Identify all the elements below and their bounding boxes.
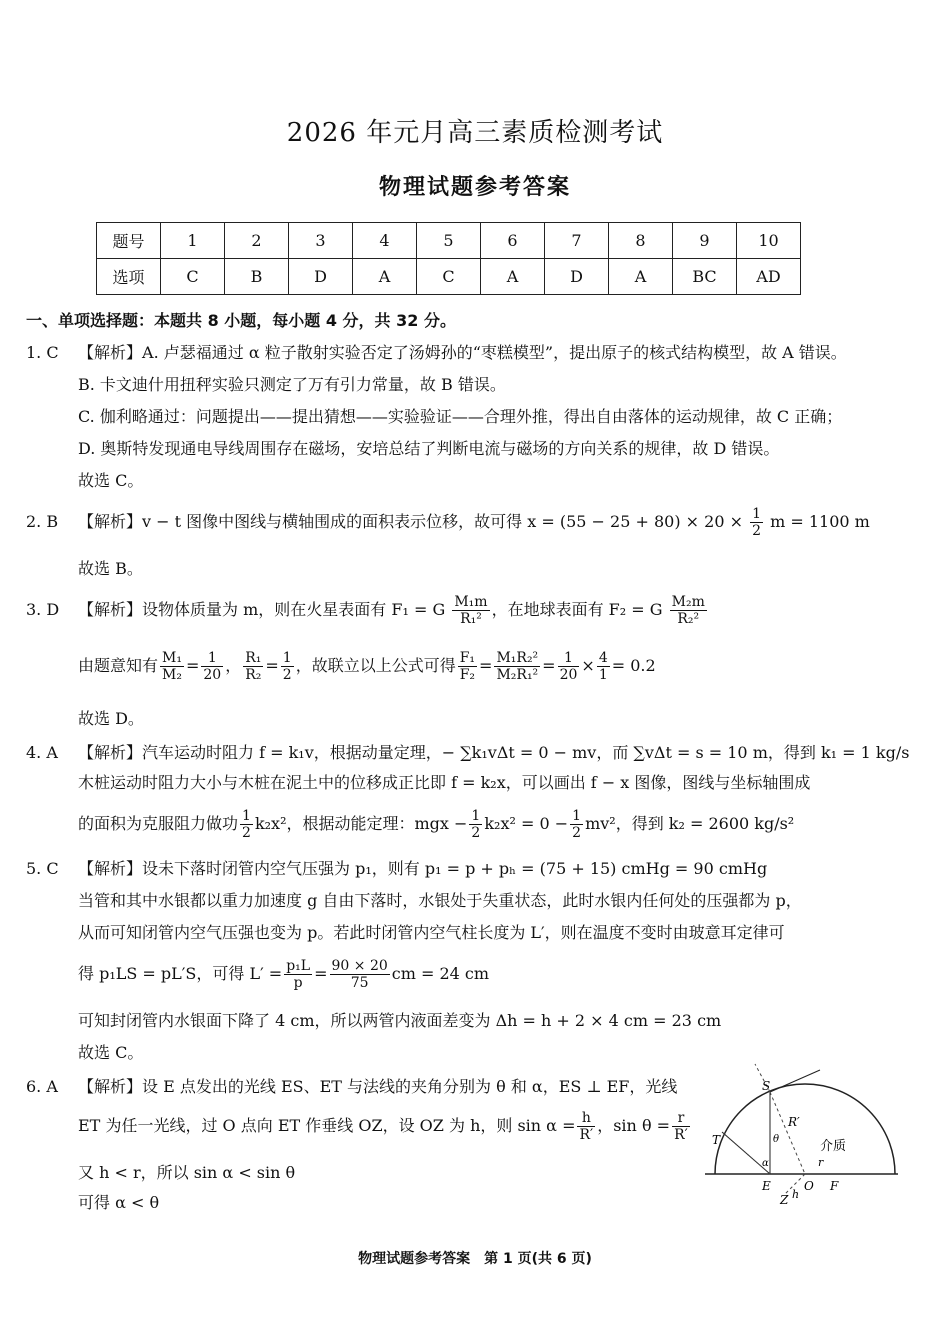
solution-text: 设 E 点发出的光线 ES、ET 与法线的夹角分别为 θ 和 α，ES ⊥ EF，光线	[142, 1077, 678, 1096]
label-medium: 介质	[820, 1139, 847, 1154]
solution-text: 由题意知有	[78, 656, 159, 675]
question-3	[26, 594, 709, 627]
denominator: R′	[579, 1127, 594, 1143]
numerator: 1	[558, 650, 580, 667]
solution-conclusion: 故选 D。	[78, 709, 144, 728]
label-alpha: α	[762, 1158, 769, 1169]
table-cell: C	[417, 259, 481, 295]
fraction	[284, 958, 312, 991]
table-cell: D	[289, 259, 353, 295]
fraction	[201, 650, 223, 683]
fraction	[750, 506, 763, 539]
table-cell: 7	[545, 223, 609, 259]
table-cell: 2	[225, 223, 289, 259]
question-5	[26, 856, 767, 879]
optics-diagram	[700, 1062, 900, 1212]
label-t: T	[712, 1133, 721, 1147]
label-e: E	[762, 1179, 771, 1193]
solution-conclusion: 故选 B。	[78, 559, 143, 578]
equals-sign: =	[479, 656, 493, 675]
equals-sign: =	[542, 656, 556, 675]
solution-text: 汽车运动时阻力 f = k₁v，根据动量定理，− ∑k₁vΔt = 0 − mv，而 ∑vΔt = s = 10 m，得到 k₁ = 1 kg/s	[142, 743, 910, 762]
numerator: M₁	[162, 650, 182, 666]
solution-line: 又 h < r，所以 sin α < sin θ	[78, 1163, 296, 1182]
question-number: 3. D	[26, 600, 60, 619]
question-number: 4. A	[26, 743, 58, 762]
row-label-answer: 选项	[97, 259, 161, 295]
solution-formula-line	[78, 808, 794, 841]
label-theta: θ	[773, 1134, 780, 1145]
table-cell: 1	[161, 223, 225, 259]
equals-sign: =	[314, 964, 328, 983]
denominator: 2	[242, 825, 251, 841]
denominator: R′	[674, 1127, 688, 1143]
question-6	[26, 1074, 677, 1097]
semicircle-medium	[715, 1084, 895, 1174]
numerator: M₂m	[671, 594, 705, 610]
denominator: R₂	[245, 667, 262, 683]
solution-text: 设未下落时闭管内空气压强为 p₁，则有 p₁ = p + pₕ = (75 + 15) cmHg = 90 cmHg	[142, 859, 768, 878]
numerator: r	[672, 1110, 690, 1127]
denominator: M₂	[162, 667, 182, 683]
table-cell: 6	[481, 223, 545, 259]
table-cell: 4	[353, 223, 417, 259]
fraction	[494, 650, 540, 683]
solution-text: k₂x²，根据动能定理：mgx −	[254, 814, 468, 833]
fraction	[469, 808, 482, 841]
fraction	[597, 650, 610, 683]
numerator: M₁R₂²	[496, 650, 539, 666]
table-cell: A	[353, 259, 417, 295]
fraction	[160, 650, 184, 683]
table-cell: 9	[673, 223, 737, 259]
solution-text: ，故联立以上公式可得	[295, 656, 456, 675]
solution-text: k₂x² = 0 −	[484, 814, 569, 833]
analysis-tag: 【解析】	[78, 343, 143, 362]
solution-line: A. 卢瑟福通过 α 粒子散射实验否定了汤姆孙的“枣糕模型”，提出原子的核式结构模型，故 A 错误。	[142, 343, 847, 362]
question-1	[26, 340, 847, 363]
times-sign: ×	[581, 656, 595, 675]
denominator: R₁²	[460, 611, 482, 627]
solution-line: 可得 α < θ	[78, 1193, 160, 1212]
fraction	[670, 594, 707, 627]
denominator: 20	[203, 667, 222, 683]
answer-table	[96, 222, 801, 295]
solution-line: C. 伽利略通过：问题提出——提出猜想——实验验证——合理外推，得出自由落体的运动规律，故 C 正确；	[78, 407, 843, 426]
exam-title: 2026 年元月高三素质检测考试	[286, 118, 664, 148]
label-s: S	[762, 1079, 771, 1093]
separator: ，	[225, 656, 242, 675]
denominator: 2	[752, 523, 762, 539]
numerator: M₁m	[454, 594, 488, 610]
solution-text: mv²，得到 k₂ = 2600 kg/s²	[585, 814, 795, 833]
row-label-number: 题号	[97, 223, 161, 259]
radius-line	[770, 1092, 805, 1174]
numerator: h	[577, 1110, 595, 1127]
solution-text: ，在地球表面有 F₂ = G	[491, 600, 663, 619]
page-subtitle: 物理试题参考答案	[378, 175, 571, 200]
label-z: Z	[780, 1193, 789, 1207]
solution-text: 得 p₁LS = pL′S，可得 L′ =	[78, 964, 283, 983]
numerator: p₁L	[286, 958, 311, 974]
denominator: F₂	[459, 667, 476, 683]
table-row-numbers	[97, 223, 801, 259]
analysis-tag: 【解析】	[78, 859, 143, 878]
analysis-tag: 【解析】	[78, 743, 143, 762]
denominator: 1	[598, 667, 608, 683]
question-number: 1. C	[26, 343, 59, 362]
solution-text: ，sin θ =	[597, 1116, 671, 1135]
fraction	[452, 594, 489, 627]
denominator: p	[293, 975, 303, 991]
label-h: h	[792, 1188, 800, 1201]
equals-sign: =	[185, 656, 200, 675]
analysis-tag: 【解析】	[78, 1077, 143, 1096]
solution-text: m = 1100 m	[770, 512, 870, 531]
numerator: 1	[282, 650, 292, 666]
equals-sign: =	[265, 656, 279, 675]
solution-text: cm = 24 cm	[391, 964, 490, 983]
question-4	[26, 740, 909, 763]
solution-line: 可知封闭管内水银面下降了 4 cm，所以两管内液面差变为 Δh = h + 2 × 4 cm = 23 cm	[78, 1011, 722, 1030]
section-heading: 一、单项选择题：本题共 8 小题，每小题 4 分，共 32 分。	[26, 311, 456, 330]
denominator: 2	[572, 825, 582, 841]
solution-conclusion: 故选 C。	[78, 471, 144, 490]
analysis-tag: 【解析】	[78, 600, 143, 619]
solution-formula-line	[78, 1110, 692, 1143]
solution-formula-line	[78, 958, 489, 991]
table-cell: B	[225, 259, 289, 295]
denominator: 2	[282, 667, 292, 683]
fraction	[240, 808, 253, 841]
denominator: 20	[559, 667, 578, 683]
solution-text: ET 为任一光线，过 O 点向 ET 作垂线 OZ，设 OZ 为 h，则 sin α =	[78, 1116, 576, 1135]
numerator: 1	[572, 808, 582, 824]
numerator: 1	[201, 650, 223, 667]
solution-line: D. 奥斯特发现通电导线周围存在磁场，安培总结了判断电流与磁场的方向关系的规律，故 D 错误。	[78, 439, 780, 458]
solution-line: B. 卡文迪什用扭秤实验只测定了万有引力常量，故 B 错误。	[78, 375, 506, 394]
numerator: 4	[598, 650, 608, 666]
solution-formula-line	[78, 650, 656, 683]
ray-out	[770, 1070, 820, 1092]
denominator: 75	[350, 975, 369, 991]
table-cell: A	[481, 259, 545, 295]
label-r-prime: R′	[788, 1115, 800, 1129]
analysis-tag: 【解析】	[78, 512, 143, 531]
numerator: 1	[752, 506, 762, 522]
table-cell: BC	[673, 259, 737, 295]
numerator: 90 × 20	[331, 958, 388, 974]
fraction	[570, 808, 583, 841]
numerator: 1	[471, 808, 481, 824]
question-number: 6. A	[26, 1077, 58, 1096]
fraction	[243, 650, 263, 683]
table-cell: D	[545, 259, 609, 295]
solution-line: 木桩运动时阻力大小与木桩在泥土中的位移成正比即 f = k₂x，可以画出 f − x 图像，图线与坐标轴围成	[78, 773, 811, 792]
question-number: 2. B	[26, 512, 59, 531]
solution-conclusion: 故选 C。	[78, 1043, 144, 1062]
table-cell: 5	[417, 223, 481, 259]
fraction	[558, 650, 580, 683]
denominator: 2	[471, 825, 481, 841]
table-cell: 10	[737, 223, 801, 259]
fraction	[458, 650, 477, 683]
table-cell: AD	[737, 259, 801, 295]
solution-text: 设物体质量为 m，则在火星表面有 F₁ = G	[142, 600, 446, 619]
table-cell: A	[609, 259, 673, 295]
solution-line: 当管和其中水银都以重力加速度 g 自由下落时，水银处于失重状态，此时水银内任何处的压强都为 p，	[78, 891, 802, 910]
fraction	[330, 958, 390, 991]
solution-text: = 0.2	[611, 656, 656, 675]
label-r: r	[818, 1156, 824, 1169]
table-cell: 3	[289, 223, 353, 259]
question-2	[26, 506, 870, 539]
label-o: O	[804, 1179, 814, 1193]
denominator: R₂²	[677, 611, 700, 627]
numerator: 1	[242, 808, 251, 824]
label-f: F	[830, 1179, 839, 1193]
page-footer: 物理试题参考答案 第 1 页(共 6 页)	[358, 1251, 592, 1267]
fraction	[281, 650, 294, 683]
solution-text: 的面积为克服阻力做功	[78, 814, 239, 833]
denominator: M₂R₁²	[496, 667, 539, 683]
table-row-answers	[97, 259, 801, 295]
question-number: 5. C	[26, 859, 59, 878]
numerator: R₁	[245, 650, 262, 666]
solution-line: 从而可知闭管内空气压强也变为 p。若此时闭管内空气柱长度为 L′，则在温度不变时由玻意耳定律可	[78, 923, 785, 942]
numerator: F₁	[459, 650, 476, 666]
solution-text: v − t 图像中图线与横轴围成的面积表示位移，故可得 x = (55 − 25 + 80) × 20 ×	[142, 512, 743, 531]
table-cell: C	[161, 259, 225, 295]
table-cell: 8	[609, 223, 673, 259]
fraction	[577, 1110, 595, 1143]
fraction	[672, 1110, 690, 1143]
